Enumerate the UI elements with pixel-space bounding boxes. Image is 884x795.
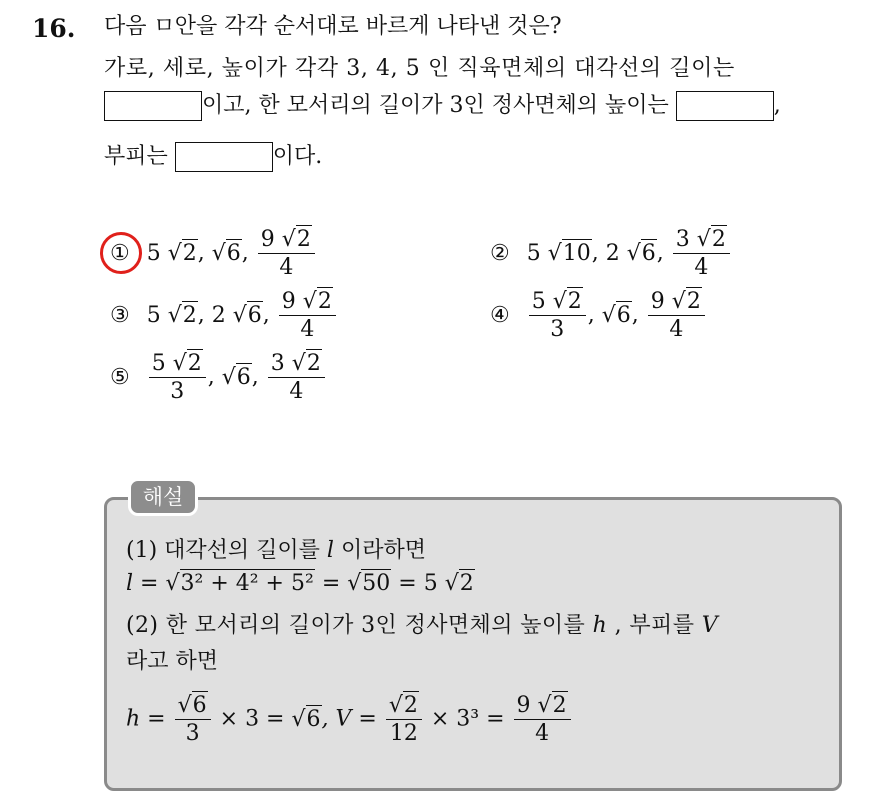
option-number: ① (110, 240, 130, 266)
solution-step-2: (2) 한 모서리의 길이가 3인 정사면체의 높이를 h , 부피를 V (126, 613, 719, 638)
option-4-a: $\frac{5 √2}{3}$ (529, 290, 586, 341)
option-4[interactable]: ④ $\frac{5 √2}{3}$ , √6, $\frac{9 √2}{4}$ (490, 290, 707, 341)
answer-blank-1 (104, 91, 202, 121)
question-line-4 (104, 142, 322, 172)
option-5-a: $\frac{5 √2}{3}$ (149, 352, 206, 403)
solution-equation-1: l = √3² + 4² + 5² = √50 = 5 √2 (126, 571, 474, 596)
option-number: ③ (110, 302, 130, 328)
option-2-a: 5 √10 (526, 240, 591, 266)
solution-tag: 해설 (128, 478, 198, 516)
solution-step-3: 라고 하면 (126, 649, 219, 674)
solution-equation-2: h = $\frac{√6}{3}$ × 3 = √6, V = $\frac{√2}{12}$ × 3³ = $\frac{9 √2}{4}$ (126, 694, 573, 745)
option-number: ⑤ (110, 364, 130, 390)
question-line-4-end: 이다. (272, 144, 323, 169)
option-number: ② (490, 240, 510, 266)
option-3-a: 5 √2 (146, 302, 197, 328)
option-2-c: $\frac{3 √2}{4}$ (673, 228, 730, 279)
question-line-4-text: 부피는 (104, 144, 168, 169)
option-4-b: √6 (601, 302, 631, 328)
option-1-c: $\frac{9 √2}{4}$ (258, 228, 315, 279)
question-line-2: 가로, 세로, 높이가 각각 3, 4, 5 인 직육면체의 대각선의 길이는 (104, 56, 735, 81)
answer-blank-2 (676, 91, 774, 121)
option-5-c: $\frac{3 √2}{4}$ (268, 352, 325, 403)
option-5[interactable]: ⑤ $\frac{5 √2}{3}$ , √6, $\frac{3 √2}{4}$ (110, 352, 327, 403)
option-3-b: 2 √6 (211, 302, 262, 328)
option-1-b: √6 (211, 240, 241, 266)
question-line-3-text: 이고, 한 모서리의 길이가 3인 정사면체의 높이는 (202, 93, 669, 118)
option-2[interactable]: ② 5 √10, 2 √6, $\frac{3 √2}{4}$ (490, 228, 732, 279)
answer-blank-3 (175, 142, 273, 172)
option-3-c: $\frac{9 √2}{4}$ (279, 290, 336, 341)
solution-step-1: (1) 대각선의 길이를 l 이라하면 (126, 538, 426, 563)
option-number: ④ (490, 302, 510, 328)
question-line-3 (104, 91, 781, 121)
option-3[interactable]: ③ 5 √2, 2 √6, $\frac{9 √2}{4}$ (110, 290, 338, 341)
question-number: 16. (32, 14, 76, 43)
option-2-b: 2 √6 (605, 240, 656, 266)
option-1[interactable]: ① 5 √2, √6, $\frac{9 √2}{4}$ (110, 228, 317, 279)
option-4-c: $\frac{9 √2}{4}$ (648, 290, 705, 341)
option-1-a: 5 √2 (146, 240, 197, 266)
question-line-3-comma: , (773, 93, 781, 118)
option-5-b: √6 (221, 364, 251, 390)
question-line-1: 다음 ㅁ안을 각각 순서대로 바르게 나타낸 것은? (104, 14, 562, 39)
